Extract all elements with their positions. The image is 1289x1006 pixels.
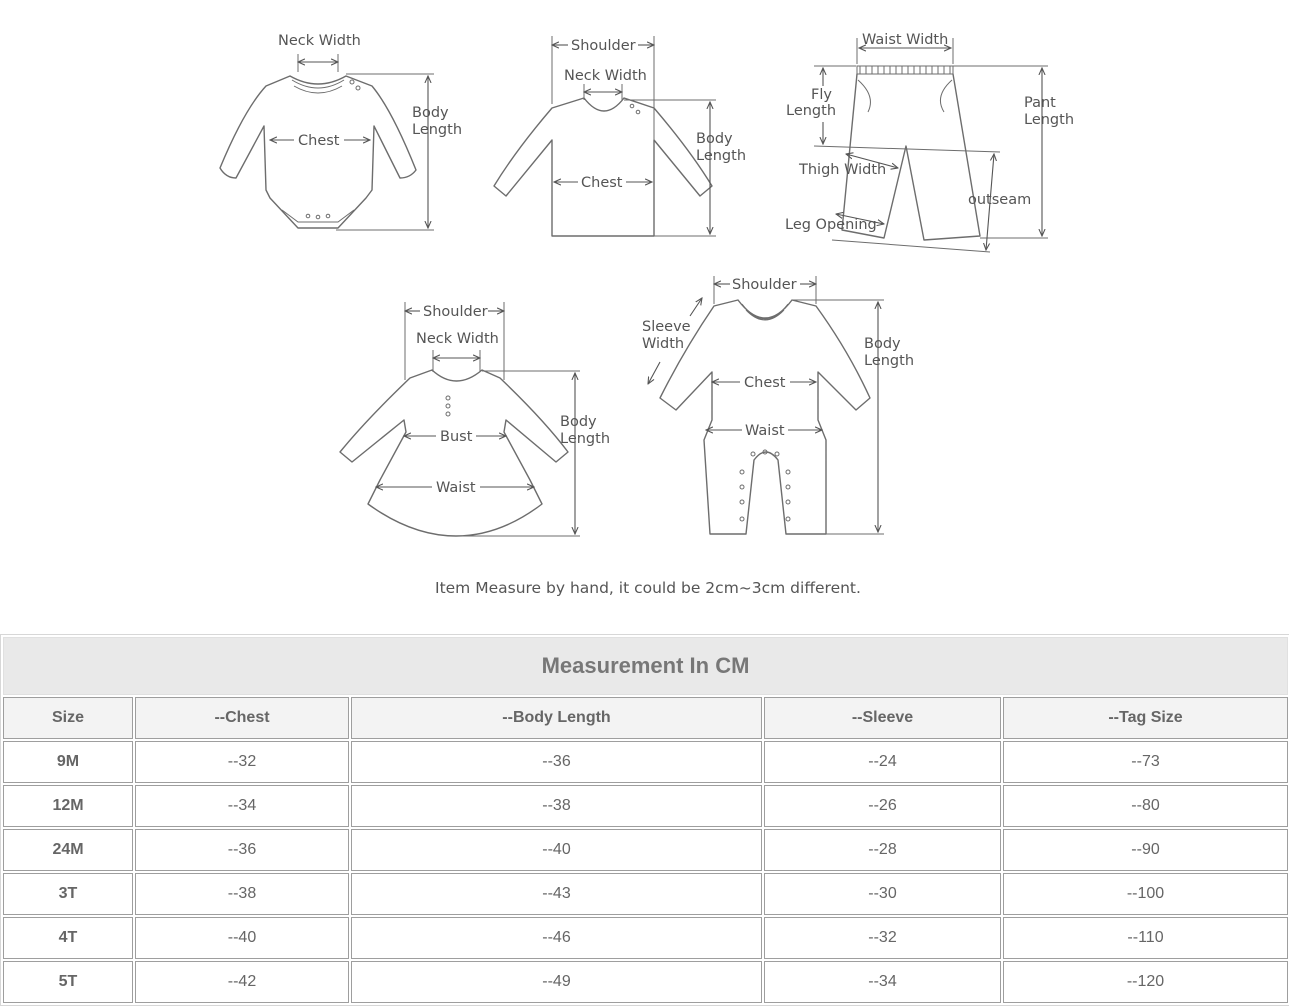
bodysuit-drawing — [220, 33, 462, 230]
size-cell: 5T — [3, 961, 133, 1003]
tag-size-cell: --73 — [1003, 741, 1288, 783]
sleeve-cell: --26 — [764, 785, 1001, 827]
romper-sleeve-width-label: Width — [642, 336, 685, 352]
dress-neck-width-label: Neck Width — [416, 331, 499, 347]
bodysuit-chest-label: Chest — [298, 133, 340, 149]
romper-shoulder-label: Shoulder — [732, 277, 797, 293]
body-length-cell: --46 — [351, 917, 762, 959]
tshirt-drawing — [494, 36, 746, 236]
romper-body-label: Body — [864, 336, 901, 352]
body-length-cell: --36 — [351, 741, 762, 783]
table-title: Measurement In CM — [3, 637, 1288, 695]
romper-length-label: Length — [864, 353, 915, 369]
pants-fly-label: Fly — [811, 87, 832, 103]
bodysuit-length-label: Length — [412, 122, 463, 138]
tshirt-shoulder-label: Shoulder — [571, 38, 636, 54]
pants-thigh-width-label: Thigh Width — [799, 162, 887, 178]
dress-shoulder-label: Shoulder — [423, 304, 488, 320]
table-row — [3, 873, 1288, 915]
chest-cell: --34 — [135, 785, 349, 827]
sleeve-cell: --24 — [764, 741, 1001, 783]
size-cell: 24M — [3, 829, 133, 871]
pants-pant-length-label: Length — [1024, 112, 1075, 128]
body-length-cell: --40 — [351, 829, 762, 871]
romper-sleeve-label: Sleeve — [642, 319, 691, 335]
header-sleeve: --Sleeve — [764, 697, 1001, 739]
romper-drawing — [642, 276, 914, 534]
dress-body-label: Body — [560, 414, 597, 430]
pants-pant-label: Pant — [1024, 95, 1056, 111]
sleeve-cell: --28 — [764, 829, 1001, 871]
table-row — [3, 961, 1288, 1003]
tag-size-cell: --90 — [1003, 829, 1288, 871]
table-header-row — [3, 697, 1288, 739]
size-cell: 9M — [3, 741, 133, 783]
sleeve-cell: --32 — [764, 917, 1001, 959]
table-row — [3, 741, 1288, 783]
tshirt-length-label: Length — [696, 148, 747, 164]
romper-chest-label: Chest — [744, 375, 786, 391]
tshirt-body-label: Body — [696, 131, 733, 147]
tag-size-cell: --110 — [1003, 917, 1288, 959]
dress-length-label: Length — [560, 431, 611, 447]
chest-cell: --38 — [135, 873, 349, 915]
pants-waist-width-label: Waist Width — [862, 32, 949, 48]
size-table — [0, 634, 1289, 1006]
dress-bust-label: Bust — [440, 429, 473, 445]
size-cell: 3T — [3, 873, 133, 915]
tshirt-chest-label: Chest — [581, 175, 623, 191]
bodysuit-body-label: Body — [412, 105, 449, 121]
size-cell: 4T — [3, 917, 133, 959]
header-size: Size — [3, 697, 133, 739]
size-cell: 12M — [3, 785, 133, 827]
table-row — [3, 785, 1288, 827]
tag-size-cell: --120 — [1003, 961, 1288, 1003]
chest-cell: --36 — [135, 829, 349, 871]
dress-drawing — [340, 302, 610, 536]
chest-cell: --42 — [135, 961, 349, 1003]
chest-cell: --40 — [135, 917, 349, 959]
table-row — [3, 917, 1288, 959]
body-length-cell: --38 — [351, 785, 762, 827]
dress-waist-label: Waist — [436, 480, 476, 496]
pants-outseam-label: outseam — [968, 192, 1032, 208]
pants-fly-length-label: Length — [786, 103, 837, 119]
romper-waist-label: Waist — [745, 423, 785, 439]
header-tag-size: --Tag Size — [1003, 697, 1288, 739]
header-chest: --Chest — [135, 697, 349, 739]
body-length-cell: --43 — [351, 873, 762, 915]
sleeve-cell: --34 — [764, 961, 1001, 1003]
pants-leg-opening-label: Leg Opening — [785, 217, 877, 233]
table-row — [3, 829, 1288, 871]
tag-size-cell: --100 — [1003, 873, 1288, 915]
tshirt-neck-width-label: Neck Width — [564, 68, 647, 84]
sleeve-cell: --30 — [764, 873, 1001, 915]
body-length-cell: --49 — [351, 961, 762, 1003]
tag-size-cell: --80 — [1003, 785, 1288, 827]
chest-cell: --32 — [135, 741, 349, 783]
bodysuit-neck-width-label: Neck Width — [278, 33, 361, 49]
measurement-note: Item Measure by hand, it could be 2cm~3cm different. — [435, 579, 861, 597]
header-body-length: --Body Length — [351, 697, 762, 739]
pants-drawing — [785, 32, 1074, 252]
table-title-row — [3, 637, 1288, 695]
